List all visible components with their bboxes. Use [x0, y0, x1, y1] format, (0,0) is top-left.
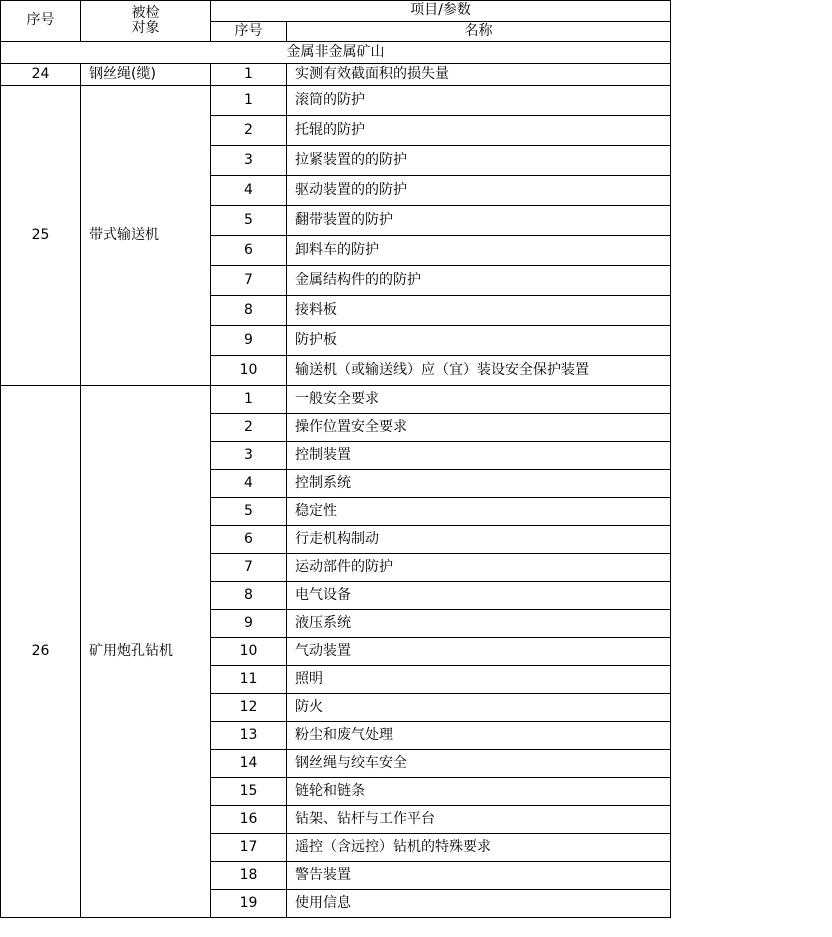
group-seq: 26: [1, 386, 81, 918]
item-name: 金属结构件的的防护: [287, 266, 671, 296]
header-item-param: 项目/参数: [211, 1, 671, 22]
item-no: 7: [211, 554, 287, 582]
item-no: 1: [211, 64, 287, 86]
item-no: 3: [211, 442, 287, 470]
item-name: 粉尘和废气处理: [287, 722, 671, 750]
item-name: 钢丝绳与绞车安全: [287, 750, 671, 778]
header-name: 名称: [287, 22, 671, 42]
item-no: 3: [211, 146, 287, 176]
item-no: 14: [211, 750, 287, 778]
item-name: 行走机构制动: [287, 526, 671, 554]
item-name: 运动部件的防护: [287, 554, 671, 582]
item-no: 1: [211, 86, 287, 116]
item-name: 托辊的防护: [287, 116, 671, 146]
item-no: 4: [211, 470, 287, 498]
group-object: 带式输送机: [81, 86, 211, 386]
item-name: 防护板: [287, 326, 671, 356]
group-seq: 25: [1, 86, 81, 386]
item-no: 2: [211, 414, 287, 442]
header-seq: 序号: [1, 1, 81, 42]
group-24: [1, 64, 671, 86]
item-name: 气动装置: [287, 638, 671, 666]
item-no: 4: [211, 176, 287, 206]
section-row: [1, 42, 671, 64]
item-name: 防火: [287, 694, 671, 722]
item-no: 18: [211, 862, 287, 890]
item-name: 钻架、钻杆与工作平台: [287, 806, 671, 834]
item-name: 照明: [287, 666, 671, 694]
item-name: 卸料车的防护: [287, 236, 671, 266]
item-name: 实测有效截面积的损失量: [287, 64, 671, 86]
item-no: 1: [211, 386, 287, 414]
item-name: 控制装置: [287, 442, 671, 470]
item-no: 17: [211, 834, 287, 862]
item-name: 电气设备: [287, 582, 671, 610]
group-25: [1, 86, 671, 386]
item-no: 5: [211, 206, 287, 236]
table-row: [1, 386, 671, 414]
item-no: 2: [211, 116, 287, 146]
item-name: 使用信息: [287, 890, 671, 918]
item-no: 8: [211, 296, 287, 326]
item-name: 液压系统: [287, 610, 671, 638]
item-no: 10: [211, 356, 287, 386]
item-no: 12: [211, 694, 287, 722]
item-name: 翻带装置的防护: [287, 206, 671, 236]
item-name: 操作位置安全要求: [287, 414, 671, 442]
item-name: 驱动装置的的防护: [287, 176, 671, 206]
item-no: 13: [211, 722, 287, 750]
item-name: 一般安全要求: [287, 386, 671, 414]
item-name: 输送机（或输送线）应（宜）装设安全保护装置: [287, 356, 671, 386]
item-no: 16: [211, 806, 287, 834]
table-row: [1, 64, 671, 86]
item-no: 8: [211, 582, 287, 610]
group-object: 钢丝绳(缆): [81, 64, 211, 86]
header-row: [1, 1, 671, 22]
header-sub-seq: 序号: [211, 22, 287, 42]
item-no: 5: [211, 498, 287, 526]
group-seq: 24: [1, 64, 81, 86]
group-object: 矿用炮孔钻机: [81, 386, 211, 918]
group-26: [1, 386, 671, 918]
item-no: 7: [211, 266, 287, 296]
item-no: 6: [211, 236, 287, 266]
item-name: 接料板: [287, 296, 671, 326]
item-no: 15: [211, 778, 287, 806]
item-name: 警告装置: [287, 862, 671, 890]
table-row: [1, 86, 671, 116]
item-name: 拉紧装置的的防护: [287, 146, 671, 176]
item-name: 滚筒的防护: [287, 86, 671, 116]
item-name: 控制系统: [287, 470, 671, 498]
item-name: 稳定性: [287, 498, 671, 526]
item-no: 10: [211, 638, 287, 666]
item-name: 链轮和链条: [287, 778, 671, 806]
item-no: 9: [211, 610, 287, 638]
item-name: 遥控（含远控）钻机的特殊要求: [287, 834, 671, 862]
item-no: 6: [211, 526, 287, 554]
section-title: 金属非金属矿山: [1, 42, 671, 64]
item-no: 19: [211, 890, 287, 918]
item-no: 11: [211, 666, 287, 694]
item-no: 9: [211, 326, 287, 356]
header-object: 被检 对象: [81, 1, 211, 42]
